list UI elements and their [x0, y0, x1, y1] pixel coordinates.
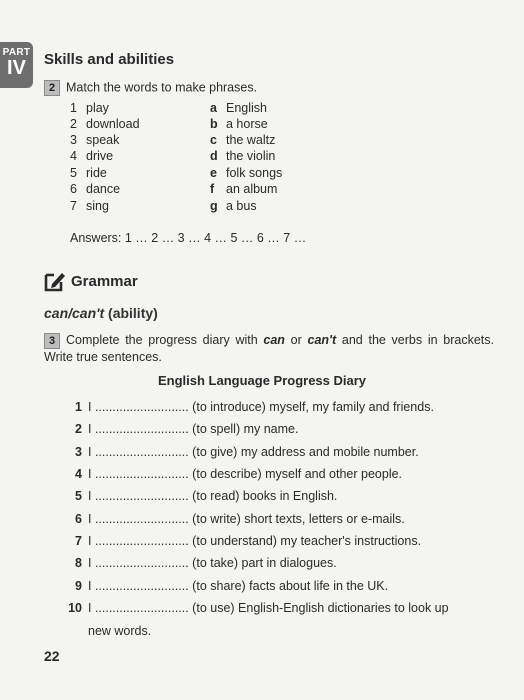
exercise-number-badge: 2: [44, 80, 60, 96]
match-row: [70, 166, 282, 182]
instruction-text: or: [284, 333, 308, 347]
item-number: 7: [70, 199, 77, 213]
diary-item: [60, 489, 337, 503]
instruction-text: Complete the progress diary with: [66, 333, 264, 347]
diary-item: [60, 534, 421, 548]
option-letter: f: [210, 182, 215, 196]
option-letter: c: [210, 133, 217, 147]
pencil-box-icon: [44, 270, 66, 292]
item-number: 2: [70, 117, 77, 131]
item-word: sing: [86, 199, 109, 213]
diary-number: 4: [75, 467, 82, 481]
option-word: an album: [226, 182, 278, 196]
exercise-number-badge: 3: [44, 333, 60, 349]
page-number: 22: [44, 648, 60, 664]
part-number: IV: [7, 57, 26, 79]
option-letter: d: [210, 149, 218, 163]
item-number: 5: [70, 166, 77, 180]
option-word: the waltz: [226, 133, 276, 147]
diary-number: 10: [68, 601, 82, 615]
item-number: 6: [70, 182, 77, 196]
diary-number: 6: [75, 512, 82, 526]
keyword-cant: can't: [307, 333, 337, 347]
option-word: folk songs: [226, 166, 283, 180]
item-word: drive: [86, 149, 114, 163]
diary-text: I ........................... (to introduce) myself, my family and friends.: [88, 400, 434, 414]
diary-number: 8: [75, 556, 82, 570]
keyword-can: can: [263, 333, 285, 347]
diary-item: [60, 512, 405, 526]
diary-text: I ........................... (to describe) myself and other people.: [88, 467, 403, 481]
exercise-2-instruction: [44, 80, 257, 96]
diary-text: I ........................... (to understand) my teacher's instructions.: [88, 534, 422, 548]
grammar-subtitle-italic: can/can't: [44, 305, 105, 321]
item-word: speak: [86, 133, 120, 147]
option-word: a bus: [226, 199, 257, 213]
diary-item: [60, 579, 388, 593]
exercise-3-instruction: [44, 332, 494, 365]
match-row: [70, 149, 275, 165]
exercise-2-text: Match the words to make phrases.: [66, 80, 258, 95]
grammar-subtitle: [44, 305, 158, 321]
section-title: Skills and abilities: [44, 51, 175, 68]
item-word: download: [86, 117, 140, 131]
match-row: [70, 199, 257, 215]
option-word: a horse: [226, 117, 268, 131]
option-letter: b: [210, 117, 218, 131]
match-row: [70, 101, 267, 117]
item-word: dance: [86, 182, 121, 196]
match-row: [70, 117, 268, 133]
diary-text: I ........................... (to read) books in English.: [88, 489, 338, 503]
option-word: the violin: [226, 149, 276, 163]
diary-continuation: new words.: [88, 624, 152, 638]
diary-number: 7: [75, 534, 82, 548]
diary-number: 5: [75, 489, 82, 503]
diary-text: I ........................... (to use) English-English dictionaries to look up: [88, 601, 449, 615]
diary-item: [60, 556, 337, 570]
answers-line: Answers: 1 … 2 … 3 … 4 … 5 … 6 … 7 …: [70, 231, 307, 245]
diary-text: I ........................... (to take) part in dialogues.: [88, 556, 337, 570]
diary-number: 2: [75, 422, 82, 436]
option-letter: g: [210, 199, 218, 213]
item-word: ride: [86, 166, 107, 180]
diary-number: 9: [75, 579, 82, 593]
diary-item: [60, 400, 434, 414]
diary-number: 1: [75, 400, 82, 414]
option-letter: a: [210, 101, 217, 115]
diary-text: I ........................... (to share) facts about life in the UK.: [88, 579, 389, 593]
diary-item: [60, 445, 419, 459]
option-letter: e: [210, 166, 217, 180]
match-row: [70, 133, 275, 149]
diary-item: [60, 422, 298, 436]
match-row: [70, 182, 277, 198]
diary-text: I ........................... (to spell) my name.: [88, 422, 299, 436]
diary-item: [60, 601, 449, 615]
diary-title: English Language Progress Diary: [157, 373, 367, 388]
instruction-text: and the verbs in brackets. Write true sentences.: [44, 333, 494, 364]
item-number: 4: [70, 149, 77, 163]
part-label: PART: [2, 47, 31, 58]
grammar-subtitle-rest: (ability): [104, 305, 158, 321]
grammar-title: Grammar: [71, 273, 138, 290]
part-tab: [0, 42, 33, 88]
option-word: English: [226, 101, 267, 115]
diary-text: I ........................... (to write) short texts, letters or e-mails.: [88, 512, 405, 526]
item-word: play: [86, 101, 109, 115]
diary-number: 3: [75, 445, 82, 459]
diary-item: [60, 467, 402, 481]
item-number: 1: [70, 101, 77, 115]
diary-text: I ........................... (to give) my address and mobile number.: [88, 445, 419, 459]
item-number: 3: [70, 133, 77, 147]
